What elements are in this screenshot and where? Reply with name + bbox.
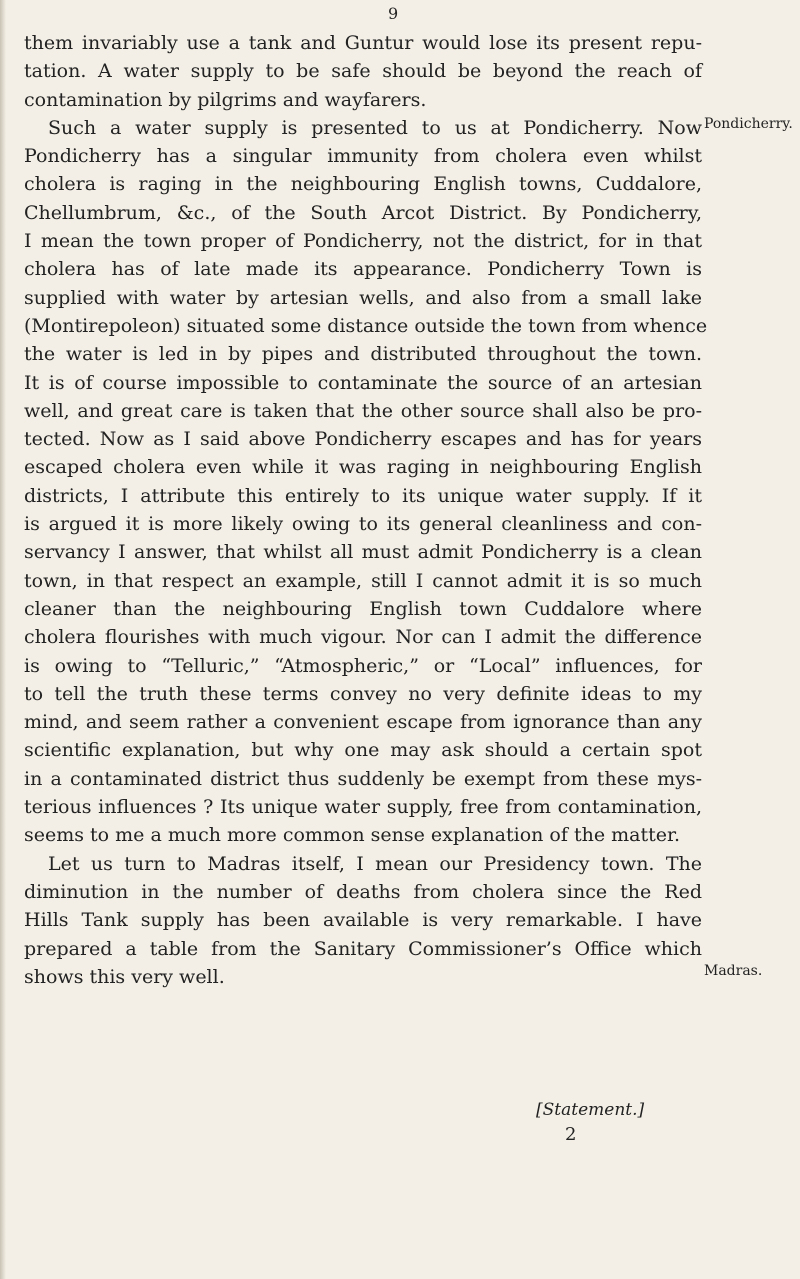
text-line: contamination by pilgrims and wayfarers. [24,88,427,111]
text-line: supplied with water by artesian wells, and also from a small lake [24,286,702,309]
text-line: It is of course impossible to contaminate the source of an artesian [24,371,702,394]
text-line: Let us turn to Madras itself, I mean our Presidency town. The [48,852,702,875]
text-line: well, and great care is taken that the other source shall also be pro- [24,399,702,422]
text-line: cleaner than the neighbouring English town Cuddalore where [24,597,702,620]
text-line: seems to me a much more common sense explanation of the matter. [24,824,680,847]
text-line: escaped cholera even while it was raging in neighbouring English [24,456,702,479]
text-line: Such a water supply is presented to us at Pondicherry. Now [48,116,702,139]
catchword: [Statement.] [536,1100,645,1120]
text-line: mind, and seem rather a convenient escape from ignorance than any [24,711,702,734]
text-line: diminution in the number of deaths from cholera since the Red [24,880,702,903]
text-line: scientific explanation, but why one may ask should a certain spot [24,739,702,762]
text-line: Hills Tank supply has been available is very remarkable. I have [24,909,702,932]
text-line: is argued it is more likely owing to its general cleanliness and con- [24,513,702,536]
text-line: tation. A water supply to be safe should be beyond the reach of [24,60,702,83]
text-line: to tell the truth these terms convey no very definite ideas to my [24,682,702,705]
text-line: town, in that respect an example, still I cannot admit it is so much [24,569,702,592]
text-line: them invariably use a tank and Guntur would lose its present repu- [24,32,702,54]
page-number: 9 [388,4,399,23]
text-line: cholera has of late made its appearance. Pondicherry Town is [24,258,702,281]
text-line: servancy I answer, that whilst all must admit Pondicherry is a clean [24,541,702,564]
text-line: districts, I attribute this entirely to its unique water supply. If it [24,484,702,507]
margin-note-madras: Madras. [704,963,763,979]
text-line: cholera is raging in the neighbouring English towns, Cuddalore, [24,173,702,196]
text-line: Chellumbrum, &c., of the South Arcot District. By Pondicherry, [24,201,702,224]
text-line: Pondicherry has a singular immunity from cholera even whilst [24,145,702,168]
text-line: I mean the town proper of Pondicherry, not the district, for in that [24,230,702,253]
page-edge-shadow [0,0,6,1279]
text-line: is owing to “Telluric,” “Atmospheric,” or “Local” influences, for [24,654,702,677]
text-line: prepared a table from the Sanitary Commissioner’s Office which [24,937,702,960]
text-line: in a contaminated district thus suddenly be exempt from these mys- [24,767,702,790]
text-line: terious influences ? Its unique water supply, free from contamination, [24,796,702,819]
text-line: cholera flourishes with much vigour. Nor can I admit the difference [24,626,702,649]
body-text [24,29,708,991]
text-line: the water is led in by pipes and distributed throughout the town. [24,343,702,366]
text-line: shows this very well. [24,965,225,988]
signature-mark: 2 [565,1124,577,1145]
margin-note-pondicherry: Pondicherry. [704,116,793,132]
text-line: (Montirepoleon) situated some distance outside the town from whence [24,314,708,337]
text-line: tected. Now as I said above Pondicherry escapes and has for years [24,428,702,451]
